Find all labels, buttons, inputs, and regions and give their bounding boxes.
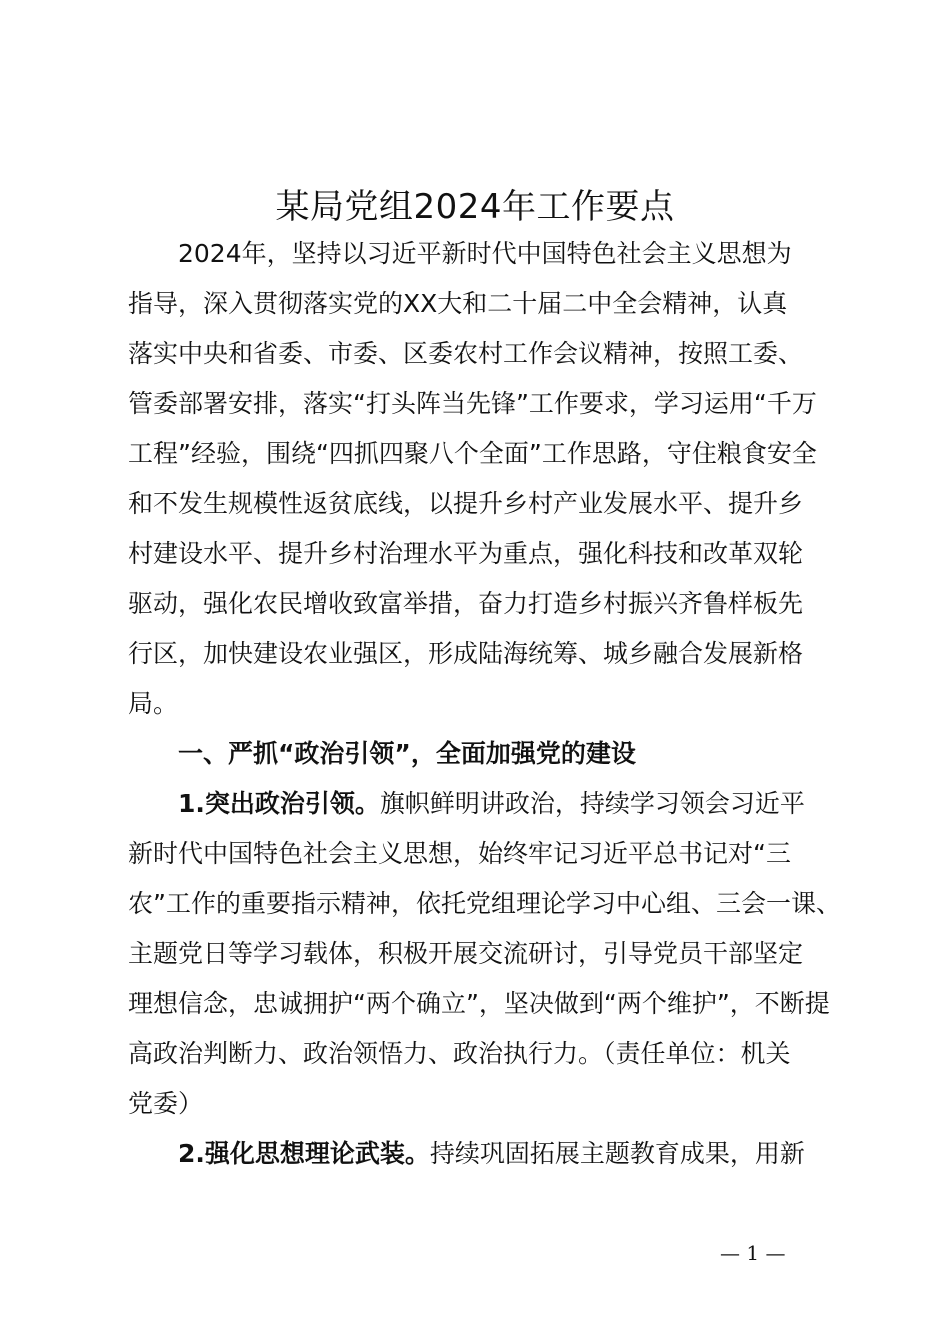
item1-heading: 1.突出政治引领。 <box>178 789 380 818</box>
intro-line: 和不发生规模性返贫底线，以提升乡村产业发展水平、提升乡 <box>128 489 804 518</box>
intro-line: 工程”经验，围绕“四抓四聚八个全面”工作思路，守住粮食安全 <box>128 439 817 468</box>
intro-line: 2024年，坚持以习近平新时代中国特色社会主义思想为 <box>178 239 792 268</box>
document-title: 某局党组2024年工作要点 <box>275 187 675 227</box>
item1-line: 新时代中国特色社会主义思想，始终牢记习近平总书记对“三 <box>128 839 791 868</box>
intro-line: 落实中央和省委、市委、区委农村工作会议精神，按照工委、 <box>128 339 804 368</box>
item1-line: 农”工作的重要指示精神，依托党组理论学习中心组、三会一课、 <box>128 889 841 918</box>
item2-first-line <box>178 1137 805 1171</box>
item1-text: 旗帜鲜明讲政治，持续学习领会习近平 <box>379 789 805 818</box>
item2-text: 持续巩固拓展主题教育成果，用新 <box>429 1139 805 1168</box>
intro-line: 指导，深入贯彻落实党的XX大和二十届二中全会精神，认真 <box>128 289 788 318</box>
intro-line: 管委部署安排，落实“打头阵当先锋”工作要求，学习运用“千万 <box>128 389 817 418</box>
item1-line: 党委） <box>128 1089 204 1118</box>
item1-line: 主题党日等学习载体，积极开展交流研讨，引导党员干部坚定 <box>128 939 804 968</box>
intro-line: 村建设水平、提升乡村治理水平为重点，强化科技和改革双轮 <box>128 539 804 568</box>
item1-line: 高政治判断力、政治领悟力、政治执行力。（责任单位：机关 <box>128 1039 791 1068</box>
page-number: — 1 — <box>720 1241 786 1265</box>
intro-line: 行区，加快建设农业强区，形成陆海统筹、城乡融合发展新格 <box>128 639 804 668</box>
item2-heading: 2.强化思想理论武装。 <box>178 1139 430 1168</box>
intro-line: 驱动，强化农民增收致富举措，奋力打造乡村振兴齐鲁样板先 <box>128 589 804 618</box>
intro-line: 局。 <box>128 689 179 718</box>
item1-line: 理想信念，忠诚拥护“两个确立”，坚决做到“两个维护”，不断提 <box>128 989 830 1018</box>
section-heading: 一、严抓“政治引领”，全面加强党的建设 <box>178 739 636 768</box>
item1-first-line <box>178 787 805 821</box>
